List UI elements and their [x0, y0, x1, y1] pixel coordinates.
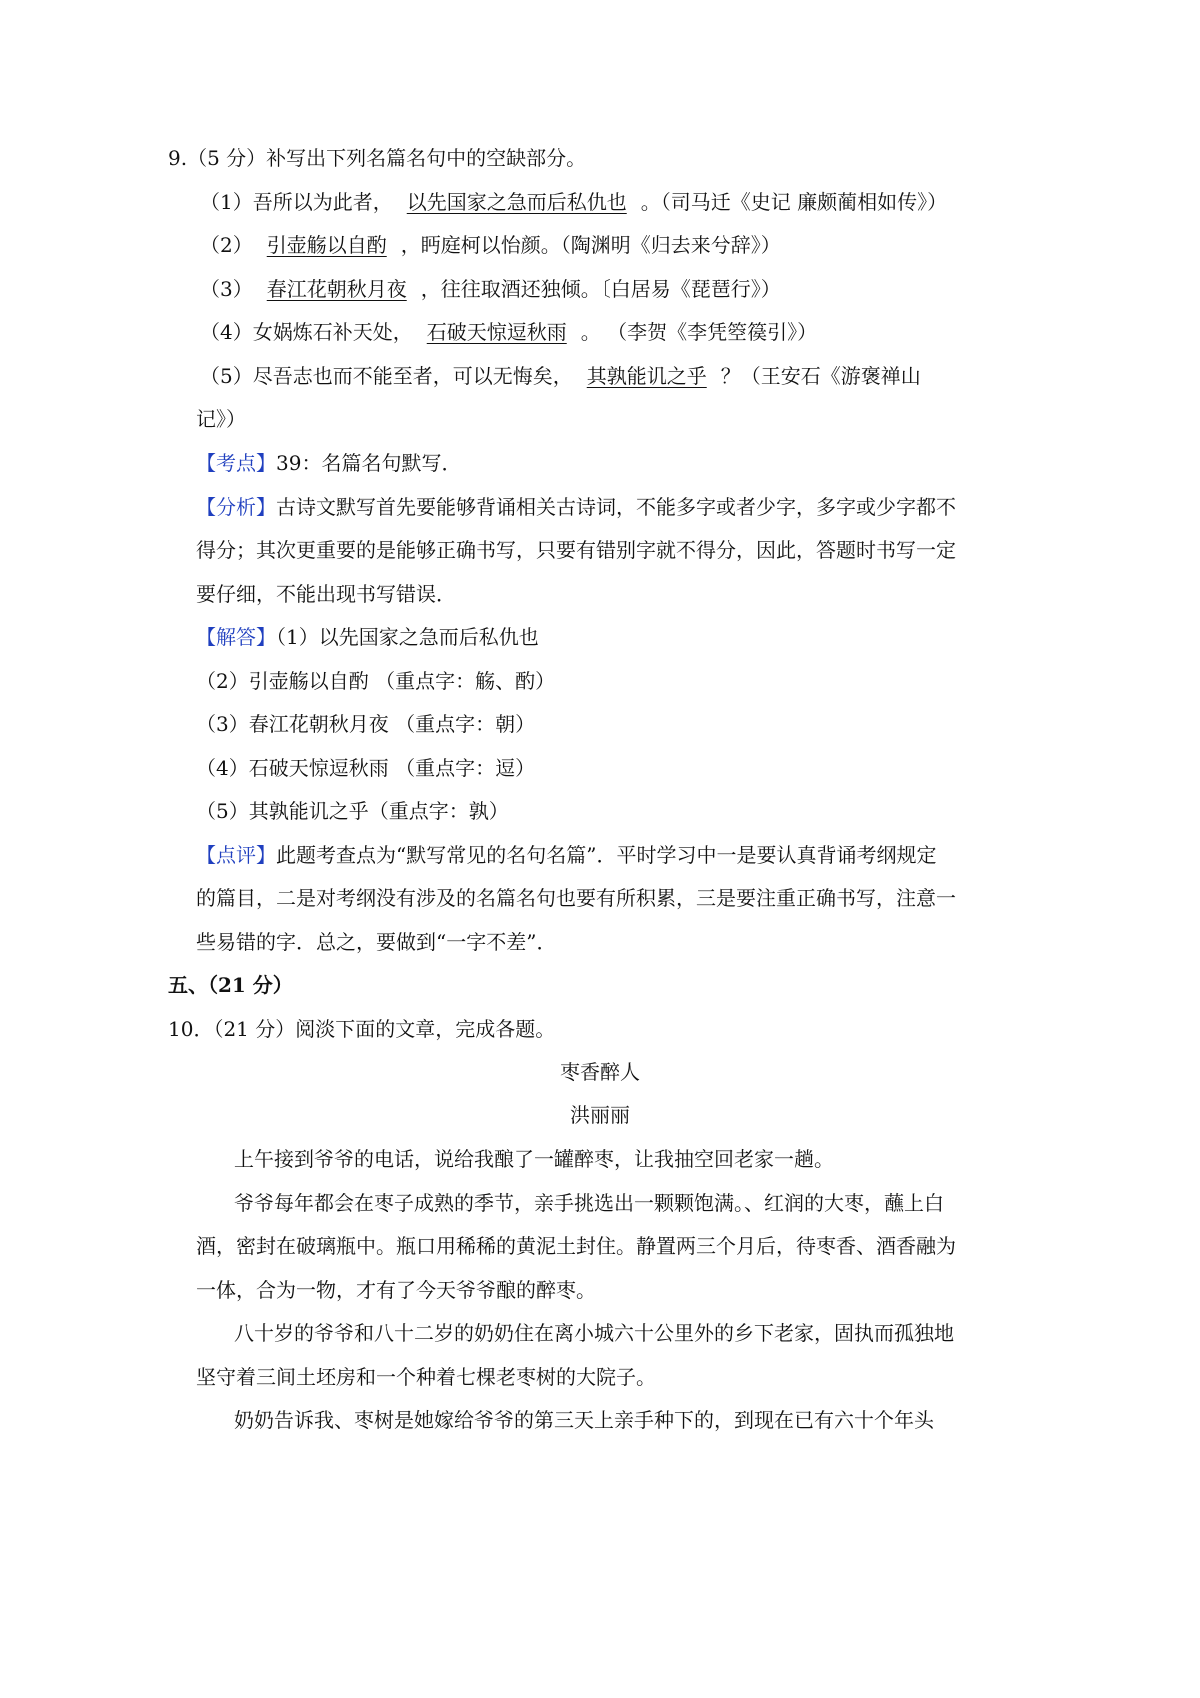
fenxi-line-1 [196, 494, 956, 520]
article-title: 枣香醉人 [560, 1060, 640, 1084]
jieda-answer-3: （3）春江花朝秋月夜 （重点字：朝） [196, 712, 536, 736]
q9-item-4-answer-blank: 石破天惊逗秋雨 [426, 320, 567, 344]
jieda-line-1 [196, 624, 539, 650]
q9-item-5-suffix: ？（王安石《游褒禅山 [720, 364, 921, 388]
jieda-tag: 【解答】 [196, 625, 276, 649]
article-paragraph-3-line-2: 坚守着三间土坯房和一个种着七棵老枣树的大院子。 [196, 1365, 656, 1389]
q9-item-5-answer-blank: 其孰能讥之乎 [586, 364, 707, 388]
fenxi-line-2: 得分；其次更重要的是能够正确书写，只要有错别字就不得分，因此，答题时书写一定 [196, 538, 956, 562]
q9-item-4-prefix: （4）女娲炼石补天处， [200, 320, 413, 344]
kaodian-text: 39：名篇名句默写． [276, 451, 462, 475]
q9-item-5 [200, 363, 921, 389]
jieda-answer-5: （5）其孰能讥之乎（重点字：孰） [196, 799, 509, 823]
q9-item-2-answer-blank: 引壶觞以自酌 [266, 233, 387, 257]
article-paragraph-4-line-1: 奶奶告诉我、枣树是她嫁给爷爷的第三天上亲手种下的，到现在已有六十个年头 [234, 1408, 934, 1432]
dianping-text-1: 此题考查点为“默写常见的名句名篇”．平时学习中一是要认真背诵考纲规定 [276, 843, 937, 867]
question-9-header: 9.（5 分）补写出下列名篇名句中的空缺部分。 [168, 146, 587, 170]
q9-item-2-prefix: （2） [200, 233, 253, 257]
dianping-tag: 【点评】 [196, 843, 276, 867]
section-5-heading: 五、（21 分） [168, 973, 293, 997]
dianping-line-1 [196, 842, 936, 868]
q9-item-1-answer-blank: 以先国家之急而后私仇也 [406, 190, 627, 214]
q9-item-5-prefix: （5）尽吾志也而不能至者，可以无悔矣， [200, 364, 573, 388]
kaodian-line [196, 450, 461, 476]
q9-item-3 [200, 276, 781, 302]
dianping-line-2: 的篇目，二是对考纲没有涉及的名篇名句也要有所积累，三是要注重正确书写，注意一 [196, 886, 956, 910]
fenxi-line-3: 要仔细，不能出现书写错误． [196, 582, 456, 606]
dianping-line-3: 些易错的字．总之，要做到“一字不差”． [196, 930, 557, 954]
q9-item-3-suffix: ，往往取酒还独倾。〔白居易《琵琶行》） [420, 277, 781, 301]
q9-item-1-prefix: （1）吾所以为此者， [200, 190, 393, 214]
fenxi-text-1: 古诗文默写首先要能够背诵相关古诗词，不能多字或者少字，多字或少字都不 [276, 495, 956, 519]
q9-item-3-answer-blank: 春江花朝秋月夜 [266, 277, 407, 301]
q9-item-2-suffix: ，眄庭柯以怡颜。（陶渊明《归去来兮辞》） [400, 233, 781, 257]
q9-item-2 [200, 232, 781, 258]
article-paragraph-3-line-1: 八十岁的爷爷和八十二岁的奶奶住在离小城六十公里外的乡下老家，固执而孤独地 [234, 1321, 954, 1345]
article-paragraph-1: 上午接到爷爷的电话，说给我酿了一罐醉枣，让我抽空回老家一趟。 [234, 1147, 834, 1171]
jieda-answer-4: （4）石破天惊逗秋雨 （重点字：逗） [196, 756, 536, 780]
q9-item-1-suffix: 。（司马迁《史记 廉颇蔺相如传》） [640, 190, 948, 214]
q9-item-3-prefix: （3） [200, 277, 253, 301]
q9-item-5-continuation: 记》） [196, 407, 246, 431]
jieda-answer-2: （2）引壶觞以自酌 （重点字：觞、酌） [196, 669, 556, 693]
question-10-header: 10．（21 分）阅淡下面的文章，完成各题。 [168, 1017, 556, 1041]
kaodian-tag: 【考点】 [196, 451, 276, 475]
article-paragraph-2-line-3: 一体，合为一物，才有了今天爷爷酿的醉枣。 [196, 1278, 596, 1302]
q9-item-4-suffix: 。 （李贺《李凭箜篌引》） [580, 320, 818, 344]
q9-item-1 [200, 189, 947, 215]
fenxi-tag: 【分析】 [196, 495, 276, 519]
q9-item-4 [200, 319, 817, 345]
article-paragraph-2-line-1: 爷爷每年都会在枣子成熟的季节，亲手挑选出一颗颗饱满。、红润的大枣，蘸上白 [234, 1191, 944, 1215]
article-author: 洪丽丽 [570, 1103, 630, 1127]
article-paragraph-2-line-2: 酒，密封在破璃瓶中。瓶口用稀稀的黄泥土封住。静置两三个月后，待枣香、酒香融为 [196, 1234, 956, 1258]
jieda-answer-1: （1）以先国家之急而后私仇也 [276, 625, 539, 649]
